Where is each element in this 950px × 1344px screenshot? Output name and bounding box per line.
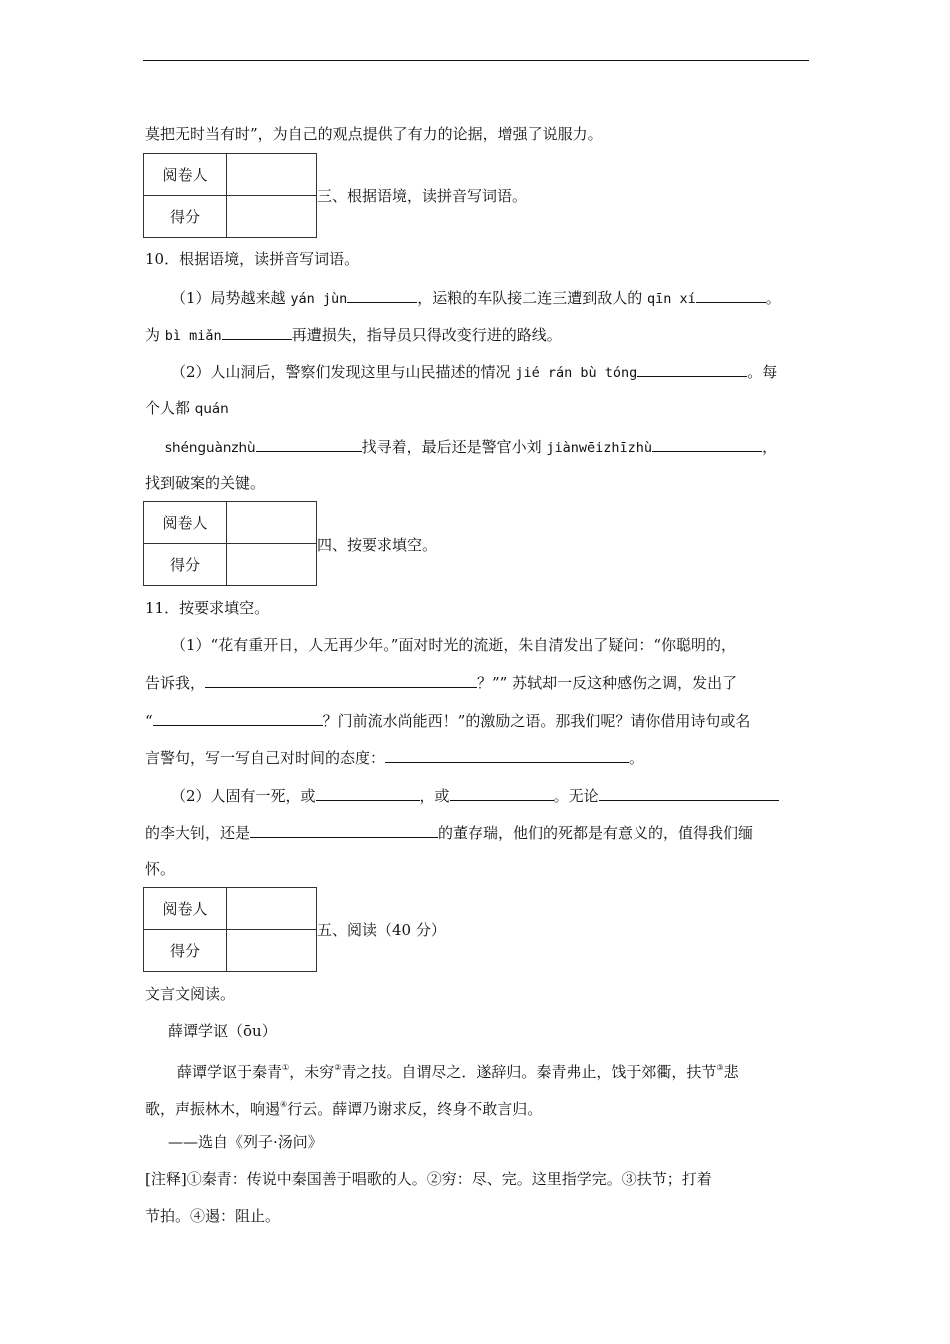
notes-line2: 节拍。④遏：阻止。 (145, 1207, 281, 1225)
q11-line3: “ ？门前流水尚能西！”的激励之语。那我们呢？请你借用诗句或名 (145, 712, 751, 730)
q10-line1: （1）局势越来越 yán jùn ，运粮的车队接二连三遭到敌人的 qīn xí 。 (171, 289, 781, 307)
passage-line1: 薛谭学讴于秦青①，未穷②青之技。自谓尽之．遂辞归。秦青弗止，饯于郊衢，扶节③悲 (177, 1063, 739, 1081)
q11-line1: （1）“花有重开日，人无再少年。”面对时光的流逝，朱自清发出了疑问：“你聪明的， (171, 636, 737, 654)
passage-line2: 歌，声振林木，响遏④行云。薛谭乃谢求反，终身不敢言归。 (145, 1100, 543, 1118)
score-cell[interactable] (227, 544, 317, 586)
reviewer-label: 阅卷人 (144, 154, 227, 196)
q11-line4: 言警句，写一写自己对时间的态度： 。 (145, 749, 645, 767)
blank-attitude[interactable] (385, 747, 629, 763)
q11-line6: 的李大钊，还是 的董存瑞，他们的死都是有意义的，值得我们缅 (145, 824, 754, 842)
q11-line5: （2）人固有一死，或 ，或 。无论 (171, 785, 841, 806)
blank-lidazhao[interactable] (599, 785, 779, 801)
pinyin-shenguanzhu: shénguànzhù (165, 440, 256, 456)
intro-tail: 莫把无时当有时”，为自己的观点提供了有力的论据，增强了说服力。 (145, 125, 603, 143)
section-3-title: 三、根据语境，读拼音写词语。 (317, 187, 528, 205)
passage-source: ——选自《列子·汤问》 (168, 1133, 323, 1151)
q10-line4: 个人都 quán (145, 399, 229, 417)
pinyin-quan: quán (194, 401, 229, 417)
blank-dongcunrui[interactable] (250, 822, 438, 838)
blank-yanjun[interactable] (347, 287, 417, 303)
pinyin-qinxi: qīn xí (647, 291, 696, 307)
blank-jieranbutong[interactable] (637, 361, 747, 377)
blank-zhuziqing[interactable] (205, 672, 477, 688)
q11-line2: 告诉我， ？”” 苏轼却一反这种感伤之调，发出了 (145, 674, 738, 692)
pinyin-yanjun: yán jùn (290, 291, 348, 307)
reviewer-label: 阅卷人 (144, 502, 227, 544)
score-cell[interactable] (227, 196, 317, 238)
reviewer-cell[interactable] (227, 154, 317, 196)
q10-line6: 找到破案的关键。 (145, 474, 266, 492)
blank-qinxi[interactable] (696, 287, 766, 303)
blank-death-2[interactable] (450, 785, 554, 801)
q11-line7: 怀。 (145, 860, 176, 878)
pinyin-jieranbutong: jié rán bù tóng (515, 365, 638, 381)
reviewer-cell[interactable] (227, 888, 317, 930)
score-box-5 (143, 887, 317, 972)
pinyin-bimian: bì miǎn (164, 328, 222, 344)
q10-stem: 10．根据语境，读拼音写词语。 (145, 250, 360, 268)
score-box-4 (143, 501, 317, 586)
section-5-title: 五、阅读（40 分） (317, 921, 446, 939)
blank-sushi[interactable] (153, 710, 323, 726)
score-cell[interactable] (227, 930, 317, 972)
pinyin-jianweizhizhu: jiànwēizhīzhù (546, 440, 653, 456)
q11-stem: 11．按要求填空。 (145, 599, 270, 617)
score-label: 得分 (144, 930, 227, 972)
section-4-title: 四、按要求填空。 (317, 536, 438, 554)
reviewer-label: 阅卷人 (144, 888, 227, 930)
score-label: 得分 (144, 196, 227, 238)
notes-line1: [注释]①秦青：传说中秦国善于唱歌的人。②穷：尽、完。这里指学完。③扶节；打着 (145, 1170, 712, 1188)
passage-title: 薛谭学讴（ōu） (168, 1022, 277, 1040)
blank-bimian[interactable] (222, 324, 292, 340)
reviewer-cell[interactable] (227, 502, 317, 544)
q10-line5: shénguànzhù 找寻着，最后还是警官小刘 jiànwēizhīzhù ， (165, 438, 778, 456)
header-rule (143, 60, 809, 61)
q10-line3: （2）人山洞后，警察们发现这里与山民描述的情况 jié rán bù tóng 。每 (171, 363, 778, 381)
score-label: 得分 (144, 544, 227, 586)
blank-jianweizhizhu[interactable] (652, 436, 762, 452)
score-box-3 (143, 153, 317, 238)
blank-death-1[interactable] (316, 785, 420, 801)
reading-intro: 文言文阅读。 (145, 985, 236, 1003)
q10-line2: 为 bì miǎn 再遭损失，指导员只得改变行进的路线。 (145, 326, 562, 344)
blank-quanshenguanzhu[interactable] (256, 436, 362, 452)
